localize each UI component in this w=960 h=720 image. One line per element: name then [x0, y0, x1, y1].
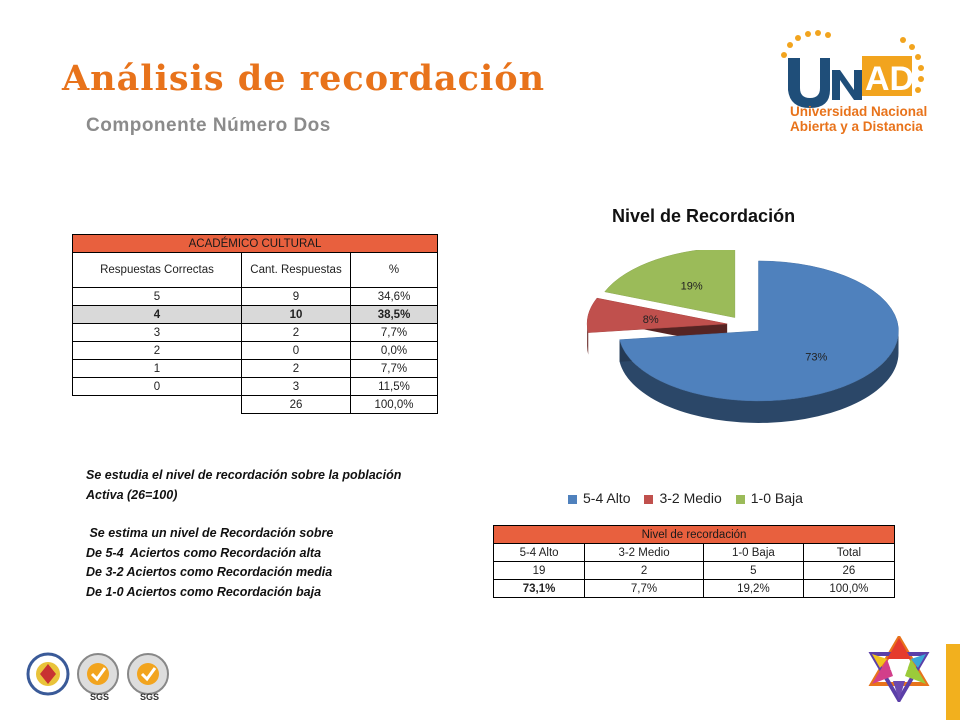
star-of-colors-icon: [866, 636, 932, 702]
notes-block: [86, 466, 401, 602]
page-subtitle: Componente Número Dos: [86, 115, 331, 136]
legend-item: [736, 490, 803, 506]
legend-label: 1-0 Baja: [750, 490, 803, 506]
cell: 3: [73, 324, 242, 342]
cell: 19,2%: [703, 580, 803, 598]
cell: 5: [73, 288, 242, 306]
table-row: [73, 324, 438, 342]
table-total-row: [73, 396, 438, 414]
cell: 26: [803, 562, 894, 580]
certification-seals: [26, 650, 176, 702]
legend-swatch: [644, 495, 653, 504]
cell: 5: [703, 562, 803, 580]
table1-title: ACADÉMICO CULTURAL: [73, 235, 438, 253]
cell: 3: [242, 378, 351, 396]
pie-chart: [530, 250, 910, 450]
legend-label: 3-2 Medio: [659, 490, 722, 506]
note-line: De 3-2 Aciertos como Recordación media: [86, 565, 333, 579]
cell: 2: [242, 324, 351, 342]
table-row: [73, 342, 438, 360]
cell: 0,0%: [351, 342, 438, 360]
table-row: [73, 360, 438, 378]
cell: 10: [242, 306, 351, 324]
chart-title: Nivel de Recordación: [612, 206, 796, 226]
table2-header: 5-4 Alto: [494, 544, 585, 562]
cell: 38,5%: [351, 306, 438, 324]
logo-line2: Abierta y a Distancia: [790, 119, 923, 134]
cell: 2: [242, 360, 351, 378]
note-line: De 5-4 Aciertos como Recordación alta: [86, 545, 322, 560]
colombia-seal-icon: [28, 654, 68, 694]
note-line: Se estima un nivel de Recordación sobre: [86, 526, 334, 540]
page-title: Análisis de recordación: [62, 58, 546, 99]
pie-data-label: 73%: [805, 351, 828, 364]
cell: 7,7%: [585, 580, 704, 598]
table2-header: 1-0 Baja: [703, 544, 803, 562]
table1-header: %: [351, 253, 438, 288]
academic-cultural-table: [72, 234, 438, 414]
sgs-seal-icon: [128, 654, 168, 702]
legend-swatch: [568, 495, 577, 504]
cell: 11,5%: [351, 378, 438, 396]
svg-text:SGS: SGS: [140, 692, 160, 702]
svg-text:AD: AD: [865, 60, 915, 98]
cell: 1: [73, 360, 242, 378]
chart-legend: [568, 490, 803, 506]
table-row: [73, 378, 438, 396]
cell: 0: [73, 378, 242, 396]
decorative-bar: [946, 644, 960, 720]
table1-header: Cant. Respuestas: [242, 253, 351, 288]
pie-data-label: 8%: [642, 314, 659, 327]
sgs-seal-icon: [78, 654, 118, 702]
recall-level-table: [493, 525, 895, 598]
cell: 9: [242, 288, 351, 306]
cell: 26: [242, 396, 351, 414]
table-row: [494, 580, 895, 598]
table2-header: 3-2 Medio: [585, 544, 704, 562]
legend-swatch: [736, 495, 745, 504]
logo-line1: Universidad Nacional: [790, 104, 928, 119]
cell: 7,7%: [351, 360, 438, 378]
cell: 19: [494, 562, 585, 580]
table-row: [73, 306, 438, 324]
table-row: [73, 288, 438, 306]
legend-label: 5-4 Alto: [583, 490, 631, 506]
cell: 0: [242, 342, 351, 360]
legend-item: [644, 490, 721, 506]
cell: 73,1%: [494, 580, 585, 598]
cell: 7,7%: [351, 324, 438, 342]
table-row: [494, 562, 895, 580]
table1-header: Respuestas Correctas: [73, 253, 242, 288]
blank-cell: [73, 396, 242, 414]
note-line: Activa (26=100): [86, 487, 178, 502]
pie-data-label: 19%: [680, 280, 703, 293]
cell: 100,0%: [803, 580, 894, 598]
legend-item: [568, 490, 630, 506]
note-line: De 1-0 Aciertos como Recordación baja: [86, 584, 322, 599]
cell: 4: [73, 306, 242, 324]
cell: 100,0%: [351, 396, 438, 414]
cell: 2: [73, 342, 242, 360]
cell: 34,6%: [351, 288, 438, 306]
svg-text:SGS: SGS: [90, 692, 110, 702]
note-line: Se estudia el nivel de recordación sobre la población: [86, 468, 402, 482]
cell: 2: [585, 562, 704, 580]
table2-header: Total: [803, 544, 894, 562]
table2-title: Nivel de recordación: [494, 526, 895, 544]
